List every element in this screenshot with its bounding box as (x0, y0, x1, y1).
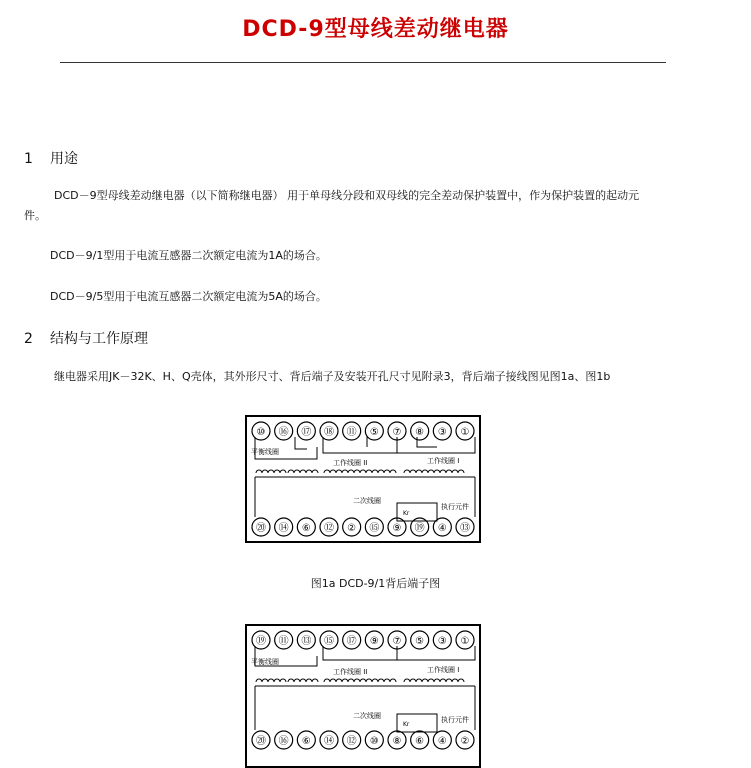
terminal-label: ⑦ (392, 427, 402, 438)
terminal-label: ① (460, 427, 470, 438)
coil-turn (458, 470, 464, 473)
coil-turn (404, 470, 410, 473)
section-heading-2 (24, 328, 148, 348)
paragraph-dcd95: DCD－9/5型用于电流互感器二次额定电流为5A的场合。 (50, 290, 327, 303)
figure-1a-terminal-diagram (245, 415, 481, 543)
coil-turn (384, 679, 390, 682)
coil-turn (422, 679, 428, 682)
coil-turn (390, 470, 396, 473)
label-balance-coil: 平衡线圈 (251, 448, 279, 456)
coil-turn (366, 679, 372, 682)
terminal-label: ⑯ (278, 427, 289, 438)
terminal-label: ⑩ (369, 736, 379, 747)
paragraph-usage-line1: DCD－9型母线差动继电器（以下简称继电器） 用于单母线分段和双母线的完全差动保护装置中，作为保护装置的起动元 (54, 189, 640, 202)
coil-turn (410, 470, 416, 473)
coil-turn (306, 470, 312, 473)
title-divider (60, 62, 666, 63)
coil-turn (342, 679, 348, 682)
coil-turn (378, 470, 384, 473)
terminal-label: ③ (437, 427, 447, 438)
label-kr: Kr (403, 510, 410, 517)
terminal-label: ⑩ (256, 427, 266, 438)
coil-turn (372, 679, 378, 682)
coil-turn (348, 470, 354, 473)
coil-turn (378, 679, 384, 682)
coil-turn (274, 470, 280, 473)
terminal-label: ⑥ (415, 736, 425, 747)
terminal-label: ⑲ (414, 523, 425, 534)
terminal-label: ⑨ (392, 523, 402, 534)
paragraph-structure: 继电器采用JK－32K、H、Q壳体，其外形尺寸、背后端子及安装开孔尺寸见附录3，背后端子接线图见图1a、图1b (54, 370, 611, 383)
label-work-coil-2: 工作线圈 II (333, 668, 368, 676)
coil-turn (300, 470, 306, 473)
coil-turn (348, 679, 354, 682)
coil-turn (342, 470, 348, 473)
coil-turn (416, 470, 422, 473)
coil-turn (384, 470, 390, 473)
coil-turn (288, 470, 294, 473)
bottom-terminal-row (252, 518, 474, 536)
coil-turn (256, 679, 262, 682)
figure-1a-caption: 图1a DCD-9/1背后端子图 (310, 577, 441, 590)
coil-turn (306, 679, 312, 682)
coil-turn (312, 679, 318, 682)
terminal-label: ⑰ (346, 636, 357, 647)
coil-turn (262, 679, 268, 682)
coil-turn (336, 470, 342, 473)
terminal-label: ③ (437, 636, 447, 647)
terminal-label: ⑪ (278, 636, 289, 647)
coil-windings (256, 679, 464, 682)
terminal-label: ⑥ (301, 523, 311, 534)
label-work-coil-2: 工作线圈 II (333, 459, 368, 467)
paragraph-dcd91: DCD－9/1型用于电流互感器二次额定电流为1A的场合。 (50, 249, 327, 262)
terminal-label: ⑦ (392, 636, 402, 647)
coil-turn (312, 470, 318, 473)
coil-turn (324, 679, 330, 682)
label-exec-element: 执行元件 (441, 503, 469, 511)
coil-turn (360, 470, 366, 473)
terminal-label: ⑫ (346, 736, 357, 747)
coil-turn (274, 679, 280, 682)
coil-turn (434, 679, 440, 682)
top-terminal-row (252, 631, 474, 649)
page-title: DCD-9型母线差动继电器 (242, 17, 509, 42)
coil-turn (428, 470, 434, 473)
label-work-coil-1: 工作线圈 I (427, 666, 460, 674)
terminal-label: ⑮ (369, 523, 380, 534)
terminal-label: ⑬ (460, 523, 470, 534)
coil-turn (440, 679, 446, 682)
figure-1a-svg (247, 417, 479, 541)
coil-turn (280, 679, 286, 682)
coil-turn (390, 679, 396, 682)
coil-turn (404, 679, 410, 682)
coil-turn (422, 470, 428, 473)
terminal-label: ⑯ (278, 736, 289, 747)
terminal-label: ① (460, 636, 470, 647)
coil-turn (280, 470, 286, 473)
coil-turn (330, 679, 336, 682)
top-terminal-row (252, 422, 474, 440)
terminal-label: ④ (437, 523, 447, 534)
terminal-label: ⑥ (301, 736, 311, 747)
coil-turn (452, 679, 458, 682)
coil-turn (446, 470, 452, 473)
figure-1b-svg (247, 626, 479, 766)
bottom-terminal-row (252, 731, 474, 749)
coil-turn (446, 679, 452, 682)
label-exec-element: 执行元件 (441, 716, 469, 724)
coil-turn (428, 679, 434, 682)
coil-turn (458, 679, 464, 682)
coil-turn (256, 470, 262, 473)
coil-turn (336, 679, 342, 682)
coil-turn (324, 470, 330, 473)
coil-turn (294, 470, 300, 473)
terminal-label: ⑮ (324, 636, 334, 647)
terminal-label: ⑱ (324, 427, 334, 438)
label-kr: Kr (403, 721, 410, 728)
coil-turn (288, 679, 294, 682)
terminal-label: ⑬ (301, 636, 312, 647)
terminal-label: ② (460, 736, 470, 747)
figure-1b-terminal-diagram (245, 624, 481, 768)
coil-turn (410, 679, 416, 682)
terminal-label: ⑳ (256, 523, 266, 534)
coil-turn (372, 470, 378, 473)
coil-turn (354, 470, 360, 473)
terminal-label: ⑤ (415, 636, 425, 647)
terminal-label: ⑤ (369, 427, 379, 438)
label-secondary-coil: 二次线圈 (353, 712, 381, 720)
section-title: 结构与工作原理 (50, 331, 148, 347)
paragraph-usage-line2: 件。 (24, 209, 46, 222)
coil-turn (360, 679, 366, 682)
label-work-coil-1: 工作线圈 I (427, 457, 460, 465)
coil-turn (440, 470, 446, 473)
section-number: 1 (24, 151, 33, 167)
coil-turn (268, 470, 274, 473)
coil-turn (262, 470, 268, 473)
coil-turn (268, 679, 274, 682)
coil-windings (256, 470, 464, 473)
coil-turn (452, 470, 458, 473)
terminal-label: ⑧ (415, 427, 425, 438)
terminal-label: ⑰ (301, 427, 312, 438)
coil-turn (434, 470, 440, 473)
terminal-label: ② (347, 523, 357, 534)
terminal-label: ⑭ (324, 736, 334, 747)
terminal-label: ⑳ (256, 736, 266, 747)
section-heading-1 (24, 148, 78, 168)
section-number: 2 (24, 331, 33, 347)
terminal-label: ⑭ (278, 523, 289, 534)
terminal-label: ⑲ (256, 636, 266, 647)
coil-turn (416, 679, 422, 682)
coil-turn (366, 470, 372, 473)
coil-turn (330, 470, 336, 473)
terminal-label: ⑧ (392, 736, 402, 747)
terminal-label: ⑫ (324, 523, 334, 534)
terminal-label: ⑨ (369, 636, 379, 647)
label-balance-coil: 平衡线圈 (251, 658, 279, 666)
coil-turn (354, 679, 360, 682)
label-secondary-coil: 二次线圈 (353, 497, 381, 505)
coil-turn (294, 679, 300, 682)
coil-turn (300, 679, 306, 682)
section-title: 用途 (50, 151, 78, 167)
terminal-label: ⑪ (346, 427, 357, 438)
terminal-label: ④ (437, 736, 447, 747)
